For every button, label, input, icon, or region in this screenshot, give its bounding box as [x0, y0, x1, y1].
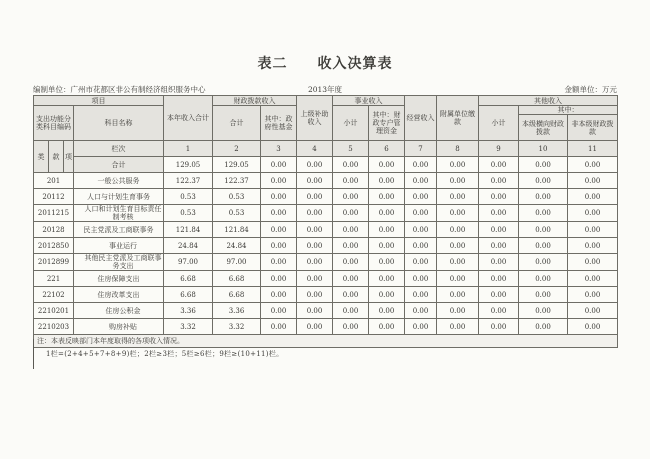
value-cell: 0.00	[261, 254, 297, 271]
code-cell: 2012899	[34, 254, 74, 271]
value-cell: 0.53	[213, 189, 261, 205]
value-cell: 0.00	[261, 287, 297, 303]
value-cell: 0.00	[297, 157, 333, 173]
value-cell: 0.00	[568, 287, 618, 303]
value-cell: 0.00	[479, 254, 519, 271]
column-number-cell: 2	[213, 141, 261, 157]
table-row	[34, 173, 618, 189]
value-cell: 0.00	[437, 157, 479, 173]
value-cell: 0.00	[568, 319, 618, 335]
value-cell: 6.68	[213, 287, 261, 303]
header-operating-income: 经营收入	[405, 96, 437, 141]
value-cell: 0.00	[405, 222, 437, 238]
table-row	[34, 287, 618, 303]
code-cell: 221	[34, 271, 74, 287]
column-number-cell: 11	[568, 141, 618, 157]
column-number-cell: 9	[479, 141, 519, 157]
value-cell: 121.84	[213, 222, 261, 238]
subject-name-cell: 其他民主党派及工商联事务支出	[74, 254, 164, 271]
value-cell: 0.00	[519, 157, 568, 173]
header-business-subtotal: 小计	[333, 106, 369, 141]
meta-row	[33, 84, 617, 95]
value-cell: 0.00	[479, 222, 519, 238]
value-cell: 0.00	[369, 303, 405, 319]
value-cell: 0.00	[333, 205, 369, 222]
value-cell: 0.00	[297, 303, 333, 319]
column-number-cell: 1	[164, 141, 213, 157]
header-other-nonlocal: 非本级财政拨款	[568, 115, 618, 141]
value-cell: 0.00	[568, 254, 618, 271]
code-cell: 2210201	[34, 303, 74, 319]
value-cell: 6.68	[164, 287, 213, 303]
table-body	[34, 141, 618, 335]
header-project: 项目	[34, 96, 164, 106]
value-cell: 0.00	[333, 254, 369, 271]
value-cell: 0.00	[297, 319, 333, 335]
value-cell: 0.00	[437, 222, 479, 238]
code-cell: 20128	[34, 222, 74, 238]
value-cell: 0.00	[297, 271, 333, 287]
value-cell: 0.00	[519, 319, 568, 335]
value-cell: 0.00	[369, 238, 405, 254]
value-cell: 0.00	[297, 238, 333, 254]
code-cell: 20112	[34, 189, 74, 205]
table-note: 注：本表反映部门本年度取得的各项收入情况。	[34, 335, 618, 348]
value-cell: 0.00	[405, 238, 437, 254]
column-index-row	[34, 141, 618, 157]
value-cell: 0.00	[261, 222, 297, 238]
column-number-cell: 4	[297, 141, 333, 157]
value-cell: 0.00	[568, 157, 618, 173]
value-cell: 0.00	[369, 173, 405, 189]
value-cell: 0.00	[333, 287, 369, 303]
value-cell: 0.00	[479, 173, 519, 189]
table-row	[34, 222, 618, 238]
note-row	[34, 335, 618, 348]
header-affiliate-payment: 附属单位缴款	[437, 96, 479, 141]
value-cell: 0.00	[333, 271, 369, 287]
value-cell: 0.00	[519, 254, 568, 271]
value-cell: 0.00	[297, 254, 333, 271]
value-cell: 0.00	[297, 173, 333, 189]
value-cell: 121.84	[164, 222, 213, 238]
header-annual-total: 本年收入合计	[164, 96, 213, 141]
subject-name-cell: 合计	[74, 157, 164, 173]
subject-name-cell: 事业运行	[74, 238, 164, 254]
value-cell: 0.00	[568, 303, 618, 319]
value-cell: 0.00	[479, 205, 519, 222]
code-cell: 201	[34, 173, 74, 189]
value-cell: 0.00	[261, 205, 297, 222]
value-cell: 0.00	[333, 238, 369, 254]
header-fiscal-total: 合计	[213, 106, 261, 141]
value-cell: 3.32	[213, 319, 261, 335]
value-cell: 0.00	[405, 173, 437, 189]
value-cell: 0.00	[568, 189, 618, 205]
value-cell: 0.00	[369, 222, 405, 238]
value-cell: 0.00	[405, 303, 437, 319]
header-other-among: 其中：	[519, 106, 618, 115]
value-cell: 0.00	[405, 254, 437, 271]
code-cell: 2011215	[34, 205, 74, 222]
value-cell: 0.00	[261, 157, 297, 173]
value-cell: 0.00	[333, 303, 369, 319]
value-cell: 122.37	[164, 173, 213, 189]
value-cell: 0.53	[164, 205, 213, 222]
value-cell: 0.00	[405, 287, 437, 303]
subject-name-cell: 人口和计划生育目标责任制考核	[74, 205, 164, 222]
amount-unit-label: 金额单位：万元	[564, 85, 617, 94]
value-cell: 0.00	[519, 189, 568, 205]
value-cell: 0.00	[333, 189, 369, 205]
value-cell: 0.00	[333, 319, 369, 335]
subject-name-cell: 购房补贴	[74, 319, 164, 335]
subject-name-cell: 一般公共服务	[74, 173, 164, 189]
value-cell: 0.00	[568, 205, 618, 222]
value-cell: 0.00	[261, 319, 297, 335]
value-cell: 0.00	[437, 319, 479, 335]
value-cell: 0.00	[519, 205, 568, 222]
value-cell: 0.00	[479, 303, 519, 319]
code-cell: 2210203	[34, 319, 74, 335]
value-cell: 0.00	[479, 319, 519, 335]
formula-note: 1栏=(2+4+5+7+8+9)栏；2栏≥3栏；5栏≥6栏；9栏≥(10+11)栏。	[46, 350, 284, 358]
left-frame-line	[33, 339, 34, 369]
value-cell: 97.00	[164, 254, 213, 271]
value-cell: 0.00	[369, 254, 405, 271]
value-cell: 6.68	[164, 271, 213, 287]
value-cell: 0.00	[568, 173, 618, 189]
table-row	[34, 189, 618, 205]
value-cell: 0.00	[333, 222, 369, 238]
value-cell: 0.00	[261, 173, 297, 189]
fiscal-year-label: 2013年度	[307, 85, 343, 94]
value-cell: 0.00	[369, 157, 405, 173]
value-cell: 0.00	[405, 319, 437, 335]
subject-name-cell: 民主党派及工商联事务	[74, 222, 164, 238]
header-fiscal-group: 财政拨款收入	[213, 96, 297, 106]
header-function-code: 支出功能分类科目编码	[34, 106, 74, 141]
value-cell: 0.00	[437, 205, 479, 222]
value-cell: 0.00	[405, 157, 437, 173]
value-cell: 0.00	[479, 287, 519, 303]
value-cell: 0.00	[369, 287, 405, 303]
value-cell: 0.00	[437, 271, 479, 287]
value-cell: 0.00	[479, 157, 519, 173]
header-business-group: 事业收入	[333, 96, 405, 106]
value-cell: 129.05	[213, 157, 261, 173]
code-cell: 22102	[34, 287, 74, 303]
value-cell: 24.84	[213, 238, 261, 254]
column-number-cell: 5	[333, 141, 369, 157]
value-cell: 0.00	[297, 287, 333, 303]
value-cell: 0.00	[437, 189, 479, 205]
value-cell: 6.68	[213, 271, 261, 287]
header-superior-subsidy: 上级补助收入	[297, 96, 333, 141]
value-cell: 0.00	[519, 287, 568, 303]
value-cell: 3.36	[164, 303, 213, 319]
column-number-cell: 7	[405, 141, 437, 157]
header-fiscal-gov-fund: 其中：政府性基金	[261, 106, 297, 141]
value-cell: 0.00	[519, 271, 568, 287]
value-cell: 0.00	[568, 238, 618, 254]
value-cell: 0.00	[479, 238, 519, 254]
value-cell: 0.00	[519, 173, 568, 189]
value-cell: 0.00	[437, 254, 479, 271]
value-cell: 0.00	[479, 189, 519, 205]
value-cell: 0.00	[297, 222, 333, 238]
value-cell: 0.00	[261, 303, 297, 319]
value-cell: 24.84	[164, 238, 213, 254]
header-other-group: 其他收入	[479, 96, 618, 106]
value-cell: 0.00	[297, 189, 333, 205]
header-row-top	[34, 96, 618, 106]
value-cell: 0.00	[519, 303, 568, 319]
value-cell: 0.00	[405, 189, 437, 205]
subject-name-cell: 人口与计划生育事务	[74, 189, 164, 205]
subject-name-cell: 住房改革支出	[74, 287, 164, 303]
lanci-label: 栏次	[74, 141, 164, 157]
table-row	[34, 319, 618, 335]
value-cell: 0.00	[369, 319, 405, 335]
value-cell: 0.00	[479, 271, 519, 287]
code-sub-kuan: 款	[49, 141, 64, 173]
table-row	[34, 238, 618, 254]
value-cell: 129.05	[164, 157, 213, 173]
value-cell: 0.53	[164, 189, 213, 205]
value-cell: 0.00	[437, 287, 479, 303]
code-sub-lei: 类	[34, 141, 49, 173]
value-cell: 97.00	[213, 254, 261, 271]
value-cell: 0.00	[369, 205, 405, 222]
value-cell: 0.00	[568, 271, 618, 287]
header-other-lateral: 本级横向财政拨款	[519, 115, 568, 141]
subject-name-cell: 住房公积金	[74, 303, 164, 319]
table-row	[34, 157, 618, 173]
value-cell: 0.00	[519, 238, 568, 254]
header-other-subtotal: 小计	[479, 106, 519, 141]
value-cell: 0.00	[405, 271, 437, 287]
revenue-final-accounts-table	[33, 95, 618, 348]
value-cell: 3.36	[213, 303, 261, 319]
compiling-unit-label: 编制单位：广州市花都区非公有制经济组织服务中心	[33, 85, 206, 94]
column-number-cell: 6	[369, 141, 405, 157]
table-row	[34, 303, 618, 319]
header-subject-name: 科目名称	[74, 106, 164, 141]
value-cell: 0.00	[333, 157, 369, 173]
table-row	[34, 205, 618, 222]
value-cell: 3.32	[164, 319, 213, 335]
value-cell: 0.00	[261, 189, 297, 205]
value-cell: 0.00	[297, 205, 333, 222]
value-cell: 0.00	[519, 222, 568, 238]
value-cell: 0.00	[333, 173, 369, 189]
column-number-cell: 8	[437, 141, 479, 157]
code-cell: 2012850	[34, 238, 74, 254]
value-cell: 0.00	[369, 271, 405, 287]
table-row	[34, 254, 618, 271]
value-cell: 0.00	[437, 238, 479, 254]
value-cell: 0.00	[437, 173, 479, 189]
column-number-cell: 3	[261, 141, 297, 157]
page-title: 表二 收入决算表	[257, 56, 393, 72]
table-row	[34, 271, 618, 287]
subject-name-cell: 住房保障支出	[74, 271, 164, 287]
value-cell: 0.00	[568, 222, 618, 238]
value-cell: 0.53	[213, 205, 261, 222]
header-business-special-fund: 其中：财政专户管理资金	[369, 106, 405, 141]
column-number-cell: 10	[519, 141, 568, 157]
value-cell: 0.00	[437, 303, 479, 319]
value-cell: 0.00	[261, 271, 297, 287]
value-cell: 0.00	[369, 189, 405, 205]
value-cell: 122.37	[213, 173, 261, 189]
code-sub-xiang: 项	[64, 141, 74, 173]
value-cell: 0.00	[405, 205, 437, 222]
value-cell: 0.00	[261, 238, 297, 254]
